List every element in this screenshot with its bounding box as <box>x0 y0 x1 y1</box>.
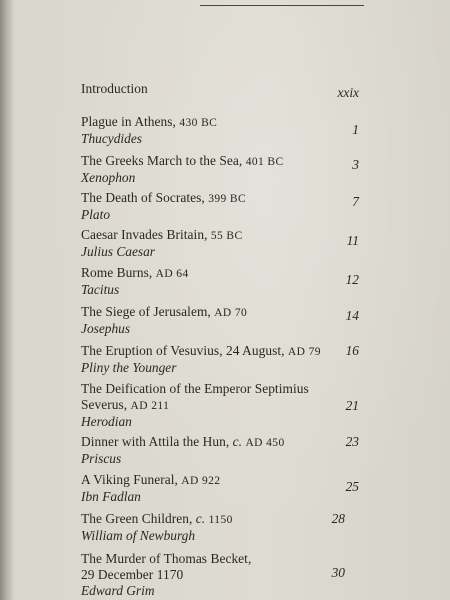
entry-author: Xenophon <box>81 170 136 185</box>
toc-entry <box>81 511 359 544</box>
entry-date: AD 450 <box>245 437 285 449</box>
entry-title: Plague in Athens, 430 BC <box>81 114 218 129</box>
toc-entry <box>81 343 359 376</box>
page-number: 3 <box>352 157 359 172</box>
toc-entry <box>81 551 359 599</box>
page-number: 7 <box>352 194 359 209</box>
entry-author: Thucydides <box>81 131 142 146</box>
entry-title: The Siege of Jerusalem, AD 70 <box>81 304 248 319</box>
entry-author: Pliny the Younger <box>81 360 177 375</box>
entry-date: AD 211 <box>130 400 170 412</box>
page-number: 28 <box>331 511 345 526</box>
entry-date: AD 79 <box>287 346 321 358</box>
entry-title: The Deification of the Emperor Septimius <box>81 381 309 396</box>
page-number: 14 <box>345 308 359 323</box>
entry-author: Josephus <box>81 321 131 336</box>
page-number: 23 <box>345 434 359 449</box>
entry-date: 430 BC <box>179 117 218 129</box>
toc-entry <box>81 190 359 223</box>
toc-entry <box>81 153 359 186</box>
entry-author: Plato <box>81 207 111 222</box>
entry-author: Tacitus <box>81 282 120 297</box>
page-number: 11 <box>346 233 359 248</box>
page-number: 30 <box>331 565 345 580</box>
entry-date: 55 BC <box>210 230 243 242</box>
entry-title: Rome Burns, AD 64 <box>81 265 189 280</box>
entry-title: The Green Children, c. 1150 <box>81 511 233 526</box>
toc-entry <box>81 265 359 298</box>
toc-entry <box>81 114 359 147</box>
entry-author: Julius Caesar <box>81 244 156 259</box>
page-number: 21 <box>345 398 359 413</box>
page-number: 1 <box>352 122 359 137</box>
page-number: 12 <box>345 272 359 287</box>
page-number: xxix <box>337 85 359 100</box>
entry-date: AD 64 <box>155 268 189 280</box>
entry-title: The Greeks March to the Sea, 401 BC <box>81 153 284 168</box>
entry-title-continued: 29 December 1170 <box>81 567 184 582</box>
entry-title: The Death of Socrates, 399 BC <box>81 190 247 205</box>
entry-title: Dinner with Attila the Hun, c. AD 450 <box>81 434 285 449</box>
entry-author: Priscus <box>81 451 122 466</box>
entry-title: Introduction <box>81 81 148 96</box>
entry-title-continued: Severus, AD 211 <box>81 397 170 412</box>
page-number: 25 <box>345 479 359 494</box>
entry-author: Herodian <box>81 414 132 429</box>
entry-date: AD 70 <box>214 307 248 319</box>
toc-entry <box>81 381 359 430</box>
top-rule <box>200 5 364 6</box>
entry-date: 399 BC <box>208 193 247 205</box>
entry-date: 401 BC <box>245 156 284 168</box>
entry-author: William of Newburgh <box>81 528 196 543</box>
entry-author: Ibn Fadlan <box>81 489 141 504</box>
toc-entry <box>81 227 359 260</box>
entry-title: A Viking Funeral, AD 922 <box>81 472 221 487</box>
toc-entry <box>81 434 359 467</box>
entry-date: AD 922 <box>181 475 221 487</box>
toc-entry <box>81 304 359 337</box>
spine-shadow <box>0 0 14 600</box>
entry-title: Caesar Invades Britain, 55 BC <box>81 227 243 242</box>
entry-author: Edward Grim <box>81 583 155 598</box>
entry-title: The Murder of Thomas Becket, <box>81 551 252 566</box>
entry-date: 1150 <box>208 514 233 526</box>
toc-entry-introduction <box>81 81 359 100</box>
page-number: 16 <box>345 343 359 358</box>
entry-title: The Eruption of Vesuvius, 24 August, AD 79 <box>81 343 321 358</box>
toc-entry <box>81 472 359 505</box>
